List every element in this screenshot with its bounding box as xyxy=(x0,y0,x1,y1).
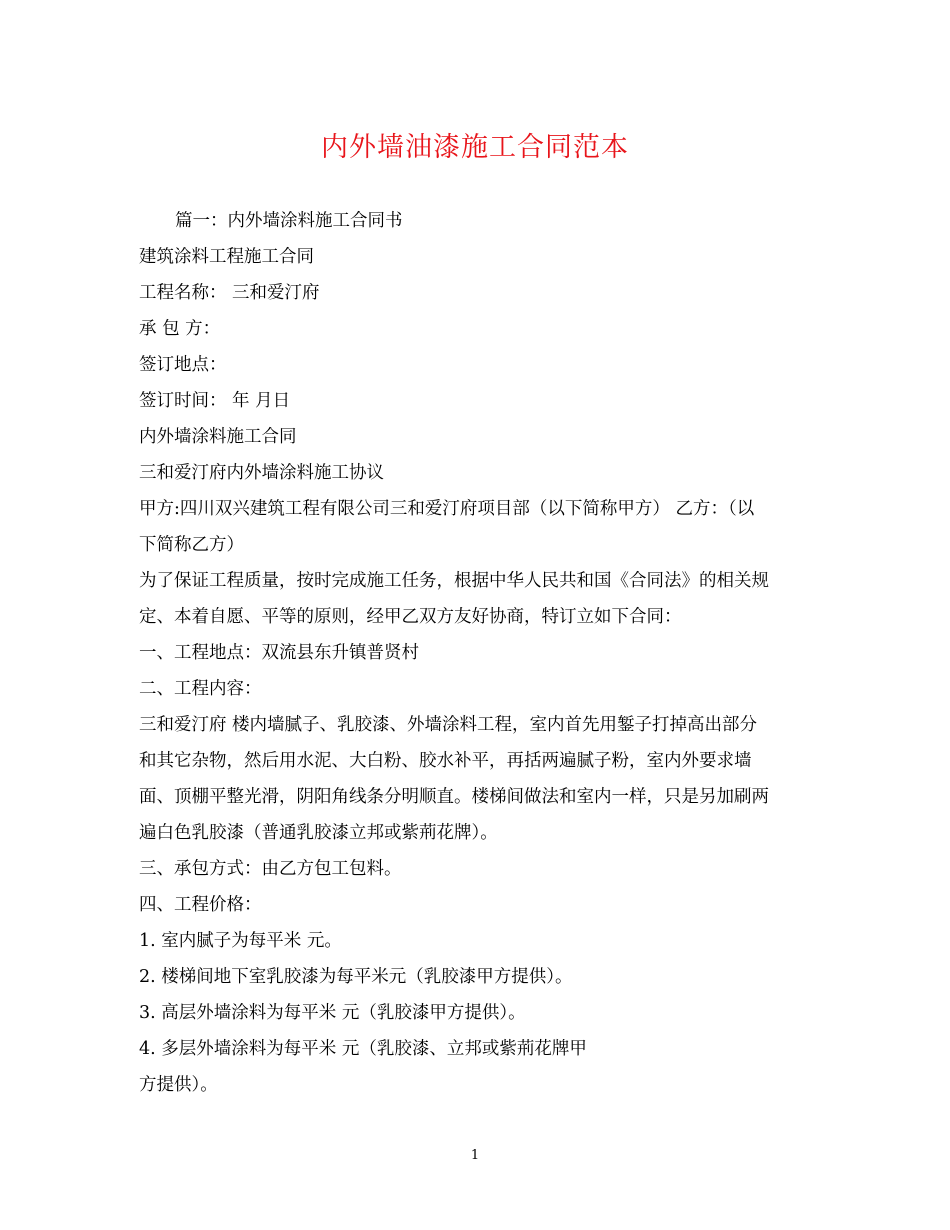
agreement-title-line: 三和爱汀府内外墙涂料施工协议 xyxy=(139,463,384,483)
clause-price-heading: 四、工程价格： xyxy=(139,895,262,915)
clause-content-heading: 二、工程内容： xyxy=(139,679,262,699)
price-item-3: 3. 高层外墙涂料为每平米 元（乳胶漆甲方提供）。 xyxy=(139,1003,526,1023)
content-line-2: 和其它杂物，然后用水泥、大白粉、胶水补平，再括两遍腻子粉，室内外要求墙 xyxy=(139,751,752,771)
parties-line-1: 甲方:四川双兴建筑工程有限公司三和爱汀府项目部（以下简称甲方） 乙方：（以 xyxy=(139,499,755,519)
signing-place-line: 签订地点： xyxy=(139,355,227,375)
clause-location-line: 一、工程地点：双流县东升镇普贤村 xyxy=(139,643,419,663)
content-line-1: 三和爱汀府 楼内墙腻子、乳胶漆、外墙涂料工程，室内首先用錾子打掉高出部分 xyxy=(139,715,758,735)
project-name-line: 工程名称： 三和爱汀府 xyxy=(139,283,320,303)
signing-date-line: 签订时间： 年 月日 xyxy=(139,391,291,411)
preamble-line-2: 定、本着自愿、平等的原则，经甲乙双方友好协商，特订立如下合同： xyxy=(139,607,682,627)
contract-subtitle-line: 内外墙涂料施工合同 xyxy=(139,427,297,447)
document-body xyxy=(139,203,819,1103)
clause-contract-mode-line: 三、承包方式：由乙方包工包料。 xyxy=(139,859,402,879)
price-item-4-continued: 方提供）。 xyxy=(139,1075,218,1095)
contractor-line: 承 包 方： xyxy=(139,319,221,339)
document-title: 内外墙油漆施工合同范本 xyxy=(321,132,629,163)
price-item-4: 4. 多层外墙涂料为每平米 元（乳胶漆、立邦或紫荊花牌甲 xyxy=(139,1039,587,1059)
page-number: 1 xyxy=(470,1148,480,1163)
preamble-line-1: 为了保证工程质量，按时完成施工任务，根据中华人民共和国《合同法》的相关规 xyxy=(139,571,769,591)
parties-line-2: 下简称乙方） xyxy=(139,535,244,555)
price-item-1: 1. 室内腻子为每平米 元。 xyxy=(139,931,342,951)
section-heading: 篇一：内外墙涂料施工合同书 xyxy=(175,211,403,231)
content-line-4: 遍白色乳胶漆（普通乳胶漆立邦或紫荊花牌）。 xyxy=(139,823,498,843)
price-item-2: 2. 楼梯间地下室乳胶漆为每平米元（乳胶漆甲方提供）。 xyxy=(139,967,573,987)
content-line-3: 面、顶棚平整光滑，阴阳角线条分明顺直。楼梯间做法和室内一样，只是另加刷两 xyxy=(139,787,769,807)
contract-type-line: 建筑涂料工程施工合同 xyxy=(139,247,314,267)
